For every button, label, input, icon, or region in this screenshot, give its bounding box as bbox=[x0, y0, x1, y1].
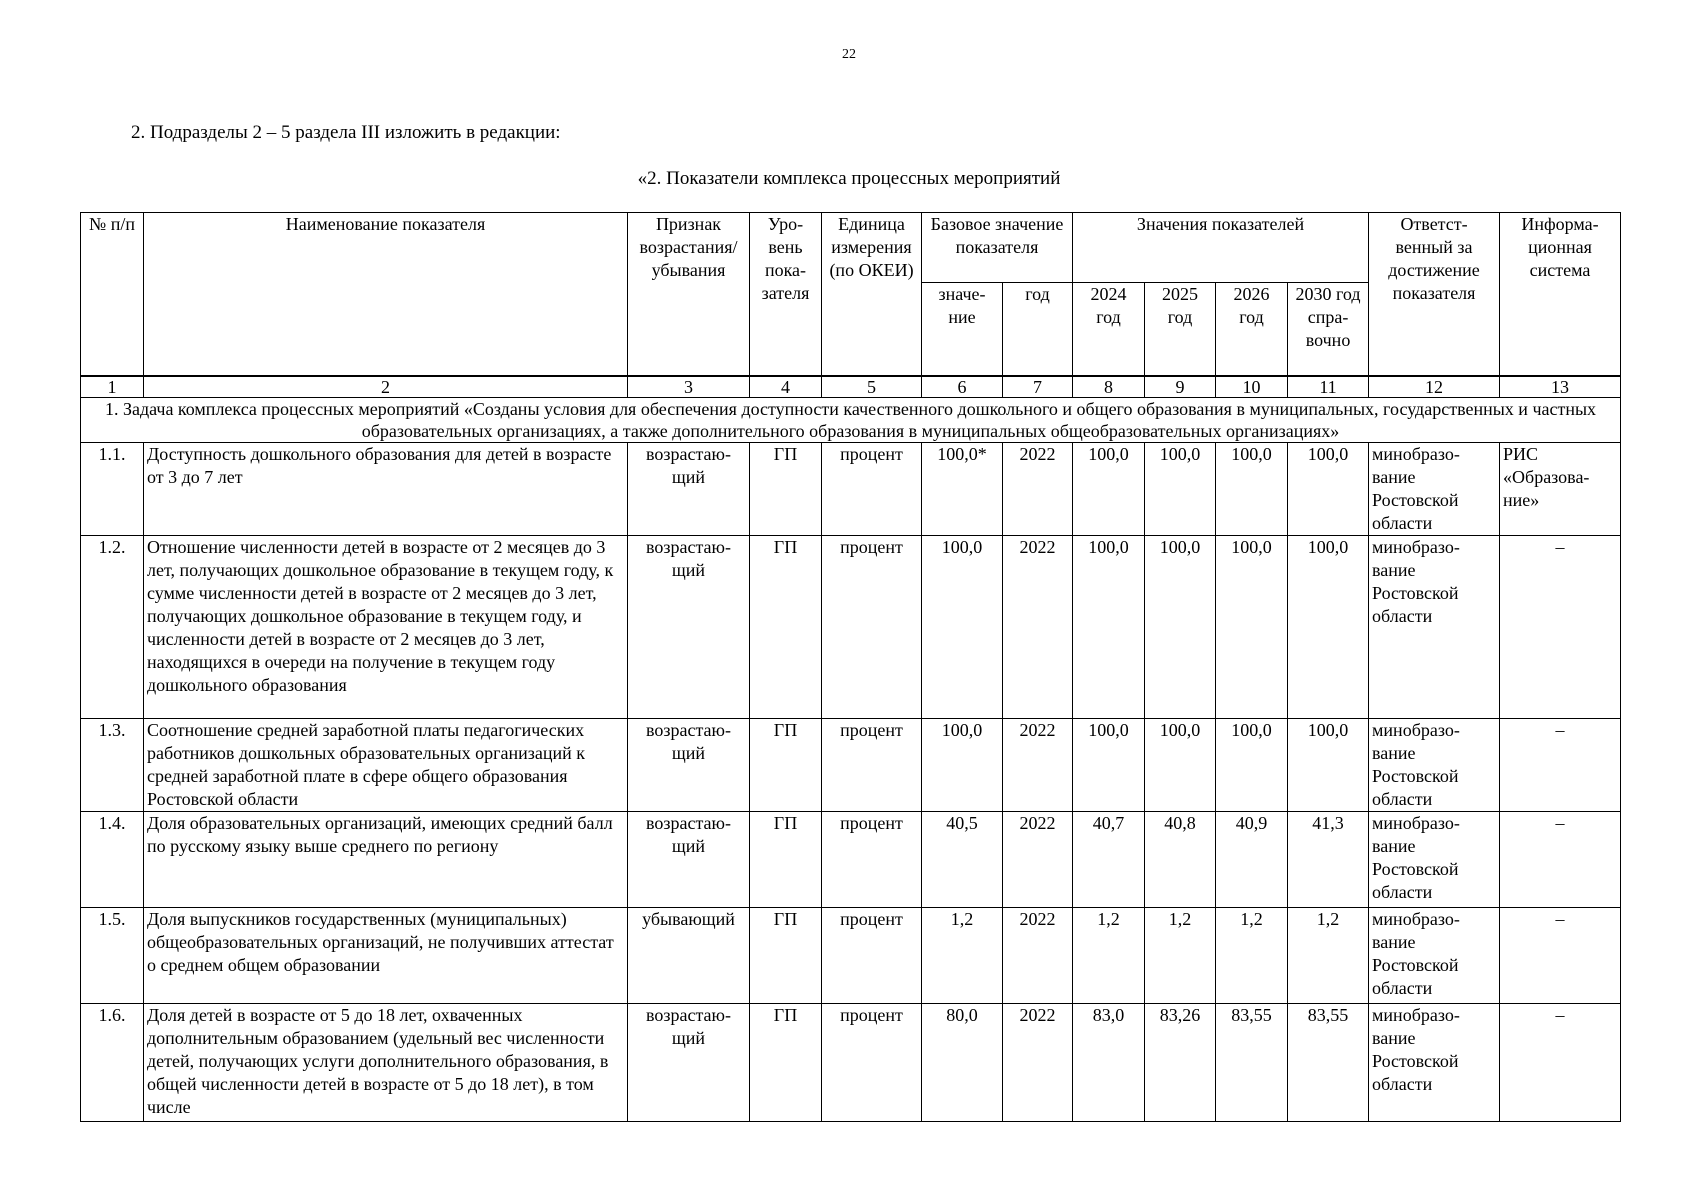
row-2030: 100,0 bbox=[1288, 719, 1369, 812]
row-responsible: минобразо-вание Ростовской области bbox=[1369, 812, 1500, 908]
row-trend: возрастаю-щий bbox=[628, 443, 750, 536]
row-base-year: 2022 bbox=[1003, 443, 1073, 536]
row-trend: возрастаю-щий bbox=[628, 536, 750, 719]
row-system: РИС «Образова-ние» bbox=[1500, 443, 1621, 536]
row-2025: 1,2 bbox=[1145, 908, 1216, 1004]
row-unit: процент bbox=[822, 719, 922, 812]
col-number: 9 bbox=[1145, 376, 1216, 398]
row-2025: 100,0 bbox=[1145, 536, 1216, 719]
row-num: 1.1. bbox=[81, 443, 144, 536]
col-number: 12 bbox=[1369, 376, 1500, 398]
row-system: – bbox=[1500, 719, 1621, 812]
row-num: 1.2. bbox=[81, 536, 144, 719]
row-trend: возрастаю-щий bbox=[628, 719, 750, 812]
page-number: 22 bbox=[842, 47, 856, 62]
row-base-year: 2022 bbox=[1003, 908, 1073, 1004]
col-number: 1 bbox=[81, 376, 144, 398]
col-number: 3 bbox=[628, 376, 750, 398]
col-number: 11 bbox=[1288, 376, 1369, 398]
indicators-table bbox=[80, 212, 1621, 1122]
row-level: ГП bbox=[750, 812, 822, 908]
row-level: ГП bbox=[750, 536, 822, 719]
row-2025: 100,0 bbox=[1145, 719, 1216, 812]
table-row bbox=[81, 908, 1621, 1004]
header-name: Наименование показателя bbox=[144, 213, 628, 377]
row-2030: 100,0 bbox=[1288, 536, 1369, 719]
header-trend: Признак возрастания/ убывания bbox=[628, 213, 750, 377]
row-unit: процент bbox=[822, 443, 922, 536]
row-unit: процент bbox=[822, 1004, 922, 1122]
column-number-row bbox=[81, 376, 1621, 398]
row-responsible: минобразо-вание Ростовской области bbox=[1369, 443, 1500, 536]
row-name: Доступность дошкольного образования для детей в возрасте от 3 до 7 лет bbox=[144, 443, 628, 536]
intro-paragraph: 2. Подразделы 2 – 5 раздела III изложить в редакции: bbox=[131, 122, 561, 143]
row-2026: 40,9 bbox=[1216, 812, 1288, 908]
row-base-value: 100,0 bbox=[922, 536, 1003, 719]
row-unit: процент bbox=[822, 812, 922, 908]
row-level: ГП bbox=[750, 443, 822, 536]
header-2026: 2026 год bbox=[1216, 283, 1288, 377]
header-2030: 2030 год спра-вочно bbox=[1288, 283, 1369, 377]
row-name: Доля выпускников государственных (муниципальных) общеобразовательных организаций, не получивших аттестат о среднем общем образовании bbox=[144, 908, 628, 1004]
row-2024: 100,0 bbox=[1073, 443, 1145, 536]
row-base-value: 100,0* bbox=[922, 443, 1003, 536]
row-trend: возрастаю-щий bbox=[628, 1004, 750, 1122]
row-system: – bbox=[1500, 812, 1621, 908]
header-system: Информа-ционная система bbox=[1500, 213, 1621, 377]
header-2024: 2024 год bbox=[1073, 283, 1145, 377]
row-num: 1.3. bbox=[81, 719, 144, 812]
row-responsible: минобразо-вание Ростовской области bbox=[1369, 908, 1500, 1004]
section-heading: «2. Показатели комплекса процессных мероприятий bbox=[637, 168, 1061, 189]
row-trend: убывающий bbox=[628, 908, 750, 1004]
row-name: Соотношение средней заработной платы педагогических работников дошкольных образовательных организаций к средней заработной плате в сфере общего образования Ростовской области bbox=[144, 719, 628, 812]
header-level: Уро-вень пока-зателя bbox=[750, 213, 822, 377]
row-unit: процент bbox=[822, 908, 922, 1004]
table-row bbox=[81, 1004, 1621, 1122]
row-base-year: 2022 bbox=[1003, 812, 1073, 908]
row-2030: 41,3 bbox=[1288, 812, 1369, 908]
row-num: 1.6. bbox=[81, 1004, 144, 1122]
row-2030: 83,55 bbox=[1288, 1004, 1369, 1122]
row-base-value: 80,0 bbox=[922, 1004, 1003, 1122]
row-2030: 1,2 bbox=[1288, 908, 1369, 1004]
header-unit: Единица измерения (по ОКЕИ) bbox=[822, 213, 922, 377]
header-responsible: Ответст-венный за достижение показателя bbox=[1369, 213, 1500, 377]
table-row bbox=[81, 443, 1621, 536]
header-base-value: значе-ние bbox=[922, 283, 1003, 377]
row-2025: 83,26 bbox=[1145, 1004, 1216, 1122]
task-description: 1. Задача комплекса процессных мероприятий «Созданы условия для обеспечения доступности качественного дошкольного и общего образования в муниципальных, государственных и частных образовательных организациях, а также дополнительного образования в муниципальных общеобразовательных организациях» bbox=[81, 398, 1621, 443]
row-num: 1.5. bbox=[81, 908, 144, 1004]
row-base-value: 40,5 bbox=[922, 812, 1003, 908]
col-number: 2 bbox=[144, 376, 628, 398]
row-2024: 40,7 bbox=[1073, 812, 1145, 908]
row-level: ГП bbox=[750, 719, 822, 812]
row-2026: 100,0 bbox=[1216, 719, 1288, 812]
row-unit: процент bbox=[822, 536, 922, 719]
col-number: 8 bbox=[1073, 376, 1145, 398]
col-number: 6 bbox=[922, 376, 1003, 398]
header-base-year: год bbox=[1003, 283, 1073, 377]
col-number: 4 bbox=[750, 376, 822, 398]
row-system: – bbox=[1500, 536, 1621, 719]
row-2024: 100,0 bbox=[1073, 536, 1145, 719]
row-2026: 100,0 bbox=[1216, 536, 1288, 719]
row-2024: 100,0 bbox=[1073, 719, 1145, 812]
row-level: ГП bbox=[750, 1004, 822, 1122]
header-num: № п/п bbox=[81, 213, 144, 377]
row-2026: 1,2 bbox=[1216, 908, 1288, 1004]
header-values: Значения показателей bbox=[1073, 213, 1369, 283]
row-base-year: 2022 bbox=[1003, 536, 1073, 719]
row-2025: 100,0 bbox=[1145, 443, 1216, 536]
row-system: – bbox=[1500, 1004, 1621, 1122]
row-name: Доля образовательных организаций, имеющих средний балл по русскому языку выше среднего по региону bbox=[144, 812, 628, 908]
col-number: 10 bbox=[1216, 376, 1288, 398]
col-number: 7 bbox=[1003, 376, 1073, 398]
header-2025: 2025 год bbox=[1145, 283, 1216, 377]
row-level: ГП bbox=[750, 908, 822, 1004]
header-base: Базовое значение показателя bbox=[922, 213, 1073, 283]
row-2024: 1,2 bbox=[1073, 908, 1145, 1004]
header-row-1 bbox=[81, 213, 1621, 283]
row-name: Отношение численности детей в возрасте от 2 месяцев до 3 лет, получающих дошкольное образование в текущем году, к сумме численности детей в возрасте от 2 месяцев до 3 лет, получающих дошкольное образование в текущем году, и численности детей в возрасте от 2 месяцев до 3 лет, находящихся в очереди на получение в текущем году дошкольного образования bbox=[144, 536, 628, 719]
row-responsible: минобразо-вание Ростовской области bbox=[1369, 1004, 1500, 1122]
row-trend: возрастаю-щий bbox=[628, 812, 750, 908]
row-base-value: 100,0 bbox=[922, 719, 1003, 812]
table-row bbox=[81, 812, 1621, 908]
row-base-year: 2022 bbox=[1003, 1004, 1073, 1122]
row-num: 1.4. bbox=[81, 812, 144, 908]
table-row bbox=[81, 719, 1621, 812]
row-2026: 100,0 bbox=[1216, 443, 1288, 536]
row-base-year: 2022 bbox=[1003, 719, 1073, 812]
row-2030: 100,0 bbox=[1288, 443, 1369, 536]
row-system: – bbox=[1500, 908, 1621, 1004]
table-row bbox=[81, 536, 1621, 719]
row-2025: 40,8 bbox=[1145, 812, 1216, 908]
row-responsible: минобразо-вание Ростовской области bbox=[1369, 536, 1500, 719]
col-number: 5 bbox=[822, 376, 922, 398]
row-base-value: 1,2 bbox=[922, 908, 1003, 1004]
task-row bbox=[81, 398, 1621, 443]
row-2026: 83,55 bbox=[1216, 1004, 1288, 1122]
row-2024: 83,0 bbox=[1073, 1004, 1145, 1122]
row-responsible: минобразо-вание Ростовской области bbox=[1369, 719, 1500, 812]
col-number: 13 bbox=[1500, 376, 1621, 398]
row-name: Доля детей в возрасте от 5 до 18 лет, охваченных дополнительным образованием (удельный вес численности детей, получающих услуги дополнительного образования, в общей численности детей в возрасте от 5 до 18 лет), в том числе bbox=[144, 1004, 628, 1122]
